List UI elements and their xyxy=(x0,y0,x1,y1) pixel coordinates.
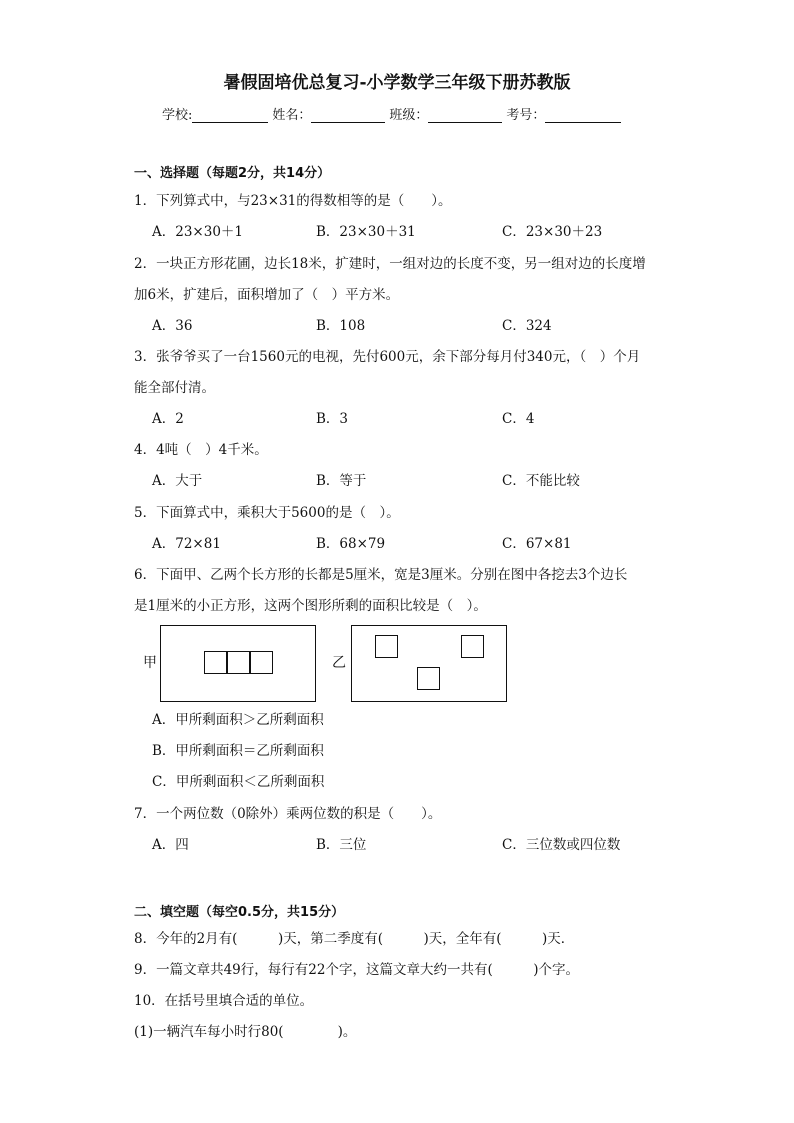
figure-yi-rectangle xyxy=(351,625,507,702)
question-4-option-a[interactable]: A．大于 xyxy=(152,473,203,489)
question-5-stem: 5．下面算式中，乘积大于5600的是（ ）。 xyxy=(134,505,400,521)
class-label: 班级： xyxy=(389,108,429,123)
question-6-option-b[interactable]: B．甲所剩面积＝乙所剩面积 xyxy=(152,743,324,759)
question-6-option-c[interactable]: C．甲所剩面积＜乙所剩面积 xyxy=(152,774,325,790)
section-2-heading: 二、填空题（每空0.5分，共15分） xyxy=(134,905,345,920)
question-3-stem-line1: 3．张爷爷买了一台1560元的电视，先付600元，余下部分每月付340元，（ ）个月 xyxy=(134,349,641,365)
figure-jia-label: 甲 xyxy=(143,655,157,671)
figure-jia-rectangle xyxy=(160,625,316,702)
question-5-option-a[interactable]: A．72×81 xyxy=(152,536,221,552)
question-1-option-b[interactable]: B．23×30＋31 xyxy=(316,224,416,240)
question-8: 8．今年的2月有( )天，第二季度有( )天，全年有( )天． xyxy=(134,931,575,947)
question-1-option-a[interactable]: A．23×30＋1 xyxy=(152,224,244,240)
name-blank[interactable] xyxy=(311,108,385,123)
question-2-option-a[interactable]: A．36 xyxy=(152,318,193,334)
question-9: 9．一篇文章共49行，每行有22个字，这篇文章大约一共有( )个字。 xyxy=(134,962,579,978)
question-7-option-c[interactable]: C．三位数或四位数 xyxy=(502,837,621,853)
number-blank[interactable] xyxy=(545,108,621,123)
question-6-option-a[interactable]: A．甲所剩面积＞乙所剩面积 xyxy=(152,712,324,728)
figure-jia-square xyxy=(204,651,227,674)
question-3-option-b[interactable]: B．3 xyxy=(316,411,349,427)
page-title: 暑假固培优总复习-小学数学三年级下册苏教版 xyxy=(223,73,571,93)
question-2-stem-line1: 2．一块正方形花圃，边长18米，扩建时，一组对边的长度不变，另一组对边的长度增 xyxy=(134,256,646,272)
question-1-option-c[interactable]: C．23×30＋23 xyxy=(502,224,603,240)
question-4-option-b[interactable]: B．等于 xyxy=(316,473,367,489)
student-info-line xyxy=(162,104,625,123)
question-3-option-c[interactable]: C．4 xyxy=(502,411,535,427)
figure-yi-square xyxy=(375,635,398,658)
section-1-heading: 一、选择题（每题2分，共14分） xyxy=(134,166,331,181)
school-blank[interactable] xyxy=(192,108,268,123)
question-5-option-c[interactable]: C．67×81 xyxy=(502,536,572,552)
figure-yi-square xyxy=(417,667,440,690)
question-5-option-b[interactable]: B．68×79 xyxy=(316,536,386,552)
question-7-option-b[interactable]: B．三位 xyxy=(316,837,367,853)
name-label: 姓名： xyxy=(272,108,312,123)
question-1-stem: 1．下列算式中，与23×31的得数相等的是（ ）。 xyxy=(134,193,452,209)
question-2-option-b[interactable]: B．108 xyxy=(316,318,366,334)
figure-jia-square xyxy=(227,651,250,674)
question-4-option-c[interactable]: C．不能比较 xyxy=(502,473,580,489)
question-3-option-a[interactable]: A．2 xyxy=(152,411,184,427)
question-2-option-c[interactable]: C．324 xyxy=(502,318,552,334)
question-4-stem: 4．4吨（ ）4千米。 xyxy=(134,442,268,458)
question-6-stem-line1: 6．下面甲、乙两个长方形的长都是5厘米，宽是3厘米。分别在图中各挖去3个边长 xyxy=(134,567,628,583)
school-label: 学校: xyxy=(162,108,193,123)
question-7-stem: 7．一个两位数（0除外）乘两位数的积是（ ）。 xyxy=(134,806,442,822)
figure-yi-square xyxy=(461,635,484,658)
question-6-stem-line2: 是1厘米的小正方形，这两个图形所剩的面积比较是（ ）。 xyxy=(134,598,487,614)
figure-yi-label: 乙 xyxy=(332,655,346,671)
question-10-sub-1: (1)一辆汽车每小时行80( )。 xyxy=(134,1024,357,1040)
question-3-stem-line2: 能全部付清。 xyxy=(134,380,215,396)
figure-jia-square xyxy=(250,651,273,674)
question-7-option-a[interactable]: A．四 xyxy=(152,837,189,853)
class-blank[interactable] xyxy=(428,108,502,123)
question-2-stem-line2: 加6米，扩建后，面积增加了（ ）平方米。 xyxy=(134,287,400,303)
number-label: 考号： xyxy=(506,108,546,123)
question-10-stem: 10．在括号里填合适的单位。 xyxy=(134,993,314,1009)
